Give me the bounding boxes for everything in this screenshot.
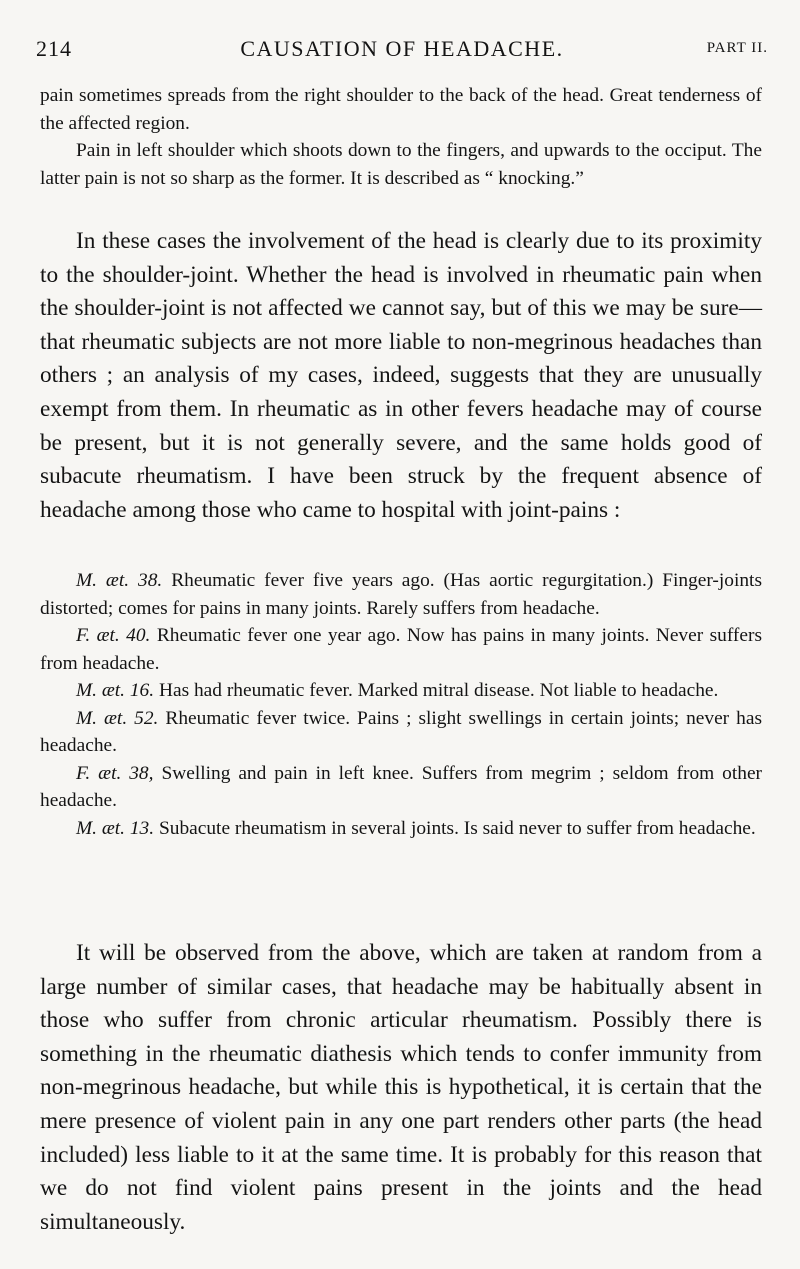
chapter-title: CAUSATION OF HEADACHE. (240, 36, 564, 61)
case-entry (40, 705, 762, 760)
continuation-paragraph: pain sometimes spreads from the right shoulder to the back of the head. Great tenderness of the affected region. (40, 85, 762, 134)
case-label: F. æt. 38, (76, 762, 154, 784)
case-label: M. æt. 13. (76, 817, 155, 839)
case-entry (40, 815, 762, 843)
case-text: Rheumatic fever five years ago. (Has aortic regurgitation.) Finger-joints distorted; comes for pains in many joints. Rarely suffers from headache. (40, 570, 762, 619)
case-entry (40, 760, 762, 815)
case-entry (40, 622, 762, 677)
continuation-block (40, 82, 762, 192)
case-entry (40, 677, 762, 705)
paragraph-text: It will be observed from the above, which are taken at random from a large number of similar cases, that headache may be habitually absent in those who suffer from chronic articular rheumatism. Possibly there is something in the rheumatic diathesis which tends to confer immunity from non-megrinous headache, but while this is hypothetical, it is certain that the mere presence of violent pain in any one part renders other parts (the head included) less liable to it at the same time. It is probably for this reason that we do not find violent pains present in the joints and the head simultaneously. (40, 940, 762, 1235)
case-label: M. æt. 16. (76, 680, 155, 701)
main-paragraph (40, 225, 762, 527)
case-label: M. æt. 52. (76, 707, 159, 729)
case-text: Subacute rheumatism in several joints. Is said never to suffer from headache. (158, 817, 756, 839)
closing-paragraph (40, 937, 762, 1239)
page-number: 214 (36, 36, 72, 61)
case-text: Rheumatic fever twice. Pains ; slight swellings in certain joints; never has headache. (40, 707, 762, 756)
case-text: Rheumatic fever one year ago. Now has pains in many joints. Never suffers from headache. (40, 625, 763, 674)
case-label: F. æt. 40. (76, 625, 151, 646)
case-text: Swelling and pain in left knee. Suffers from megrim ; seldom from other headache. (40, 762, 763, 811)
part-label: PART II. (706, 40, 768, 56)
continuation-paragraph: Pain in left shoulder which shoots down to the fingers, and upwards to the occiput. The latter pain is not so sharp as the former. It is described as “ knocking.” (40, 140, 762, 189)
case-text: Has had rheumatic fever. Marked mitral disease. Not liable to headache. (158, 680, 719, 701)
paragraph-text: In these cases the involvement of the head is clearly due to its proximity to the shoulder-joint. Whether the head is involved in rheumatic pain when the shoulder-joint is not affected we cannot say, but of this we may be sure—that rheumatic subjects are not more liable to non-megrinous headaches than others ; an analysis of my cases, indeed, suggests that they are unusually exempt from them. In rheumatic as in other fevers headache may of course be present, but it is not generally severe, and the same holds good of subacute rheumatism. I have been struck by the frequent absence of headache among those who came to hospital with joint-pains : (40, 228, 762, 523)
running-head (36, 36, 768, 62)
case-label: M. æt. 38. (76, 570, 163, 591)
case-list (40, 567, 762, 842)
case-entry (40, 567, 762, 622)
